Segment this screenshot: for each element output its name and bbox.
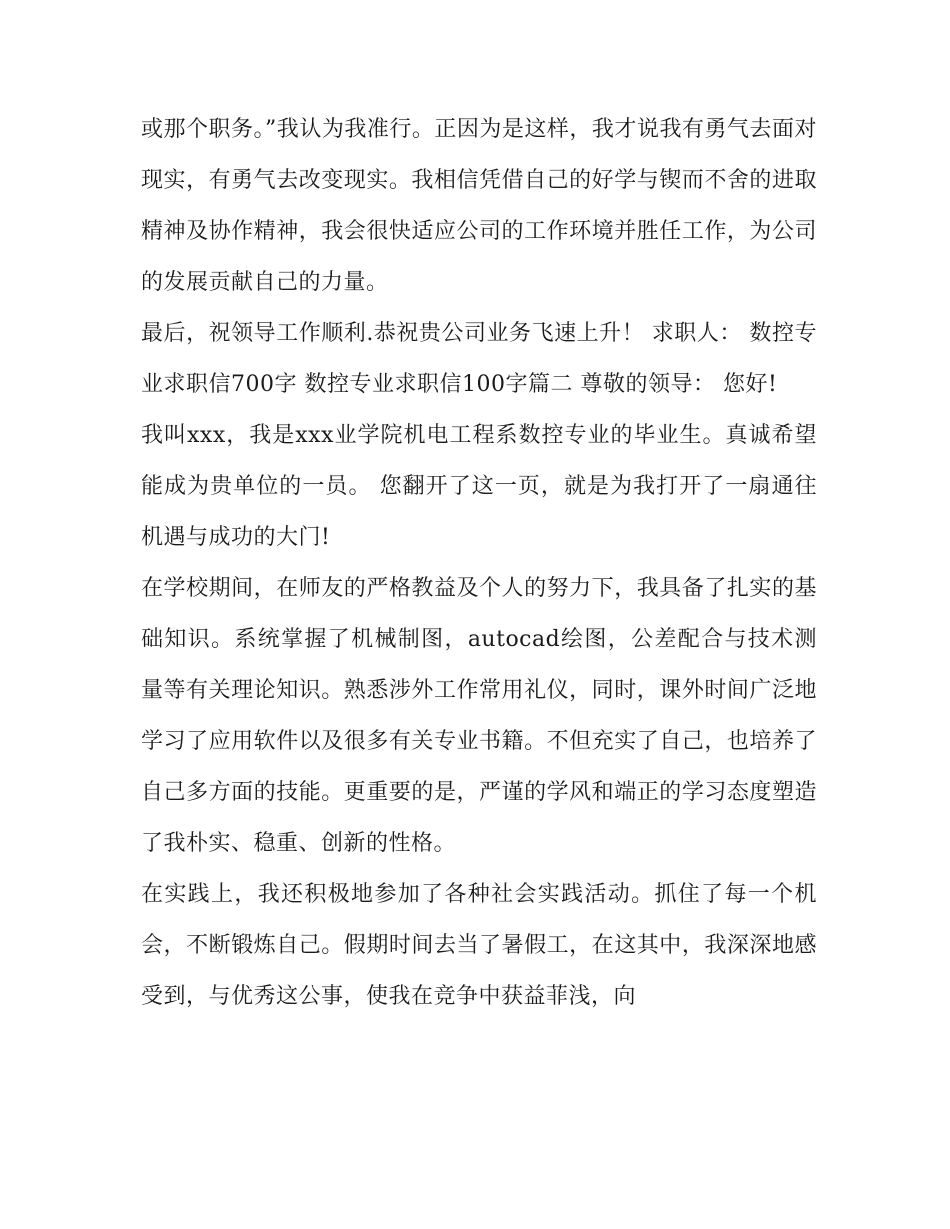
- paragraph-4: 在学校期间，在师友的严格教益及个人的努力下，我具备了扎实的基础知识。系统掌握了机械制图，autocad绘图，公差配合与技术测量等有关理论知识。熟悉涉外工作常用礼仪，同时，课外时间广泛地学习了应用软件以及很多有关专业书籍。不但充实了自己，也培养了自己多方面的技能。更重要的是，严谨的学风和端正的学习态度塑造了我朴实、稳重、创新的性格。: [141, 576, 817, 856]
- paragraph-1: 或那个职务。”我认为我准行。正因为是这样，我才说我有勇气去面对现实，有勇气去改变现实。我相信凭借自己的好学与锲而不舍的进取精神及协作精神，我会很快适应公司的工作环境并胜任工作，为公司的发展贡献自己的力量。: [141, 117, 817, 295]
- paragraph-5: 在实践上，我还积极地参加了各种社会实践活动。抓住了每一个机会，不断锻炼自己。假期时间去当了暑假工，在这其中，我深深地感受到，与优秀这公事，使我在竞争中获益菲浅，向: [141, 882, 817, 1009]
- paragraph-2: 最后，祝领导工作顺利.恭祝贵公司业务飞速上升！ 求职人： 数控专业求职信700字 数控专业求职信100字篇二 尊敬的领导： 您好!: [141, 321, 817, 397]
- document-body: [141, 104, 817, 1022]
- paragraph-3: 我叫xxx，我是xxx业学院机电工程系数控专业的毕业生。真诚希望能成为贵单位的一员。 您翻开了这一页，就是为我打开了一扇通往机遇与成功的大门!: [141, 423, 817, 550]
